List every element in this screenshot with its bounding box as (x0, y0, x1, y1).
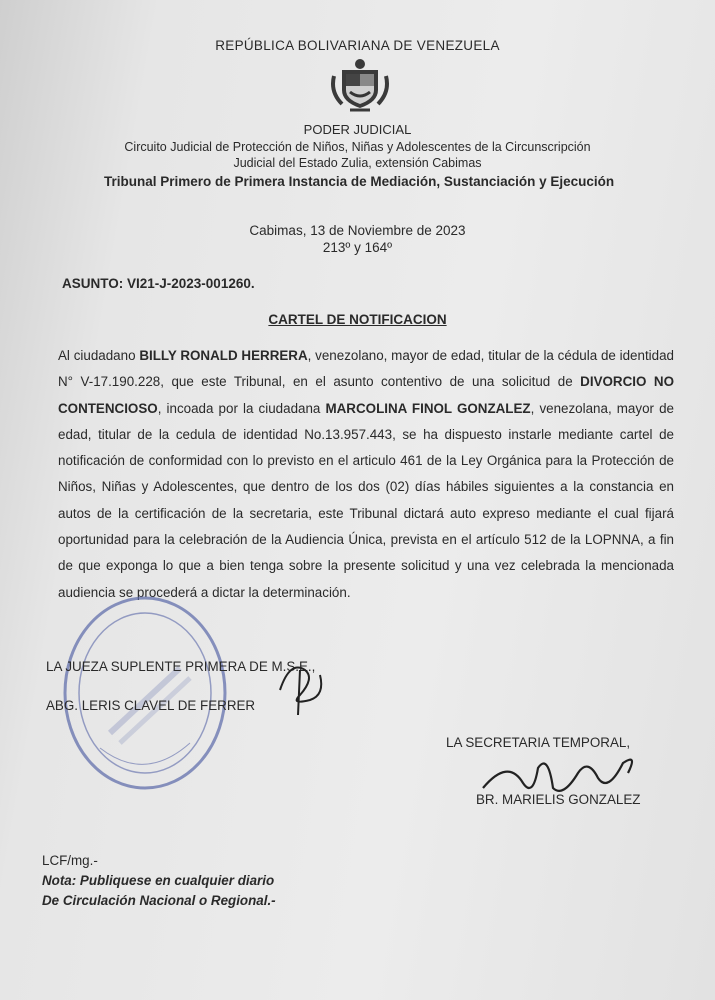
body-text-3: , incoada por la ciudadana (157, 400, 326, 416)
circuit-heading (0, 139, 715, 171)
judge-signature (270, 650, 340, 720)
secretary-name: BR. MARIELIS GONZALEZ (476, 792, 641, 807)
judge-name: ABG. LERIS CLAVEL DE FERRER (46, 698, 256, 713)
document-date (0, 222, 715, 256)
coat-of-arms-emblem (328, 56, 392, 114)
judge-title: LA JUEZA SUPLENTE PRIMERA DE M.S.E., (46, 659, 316, 674)
respondent-name: BILLY RONALD HERRERA (139, 348, 308, 363)
secretary-title: LA SECRETARIA TEMPORAL, (446, 735, 631, 750)
date-line: Cabimas, 13 de Noviembre de 2023 (249, 223, 466, 238)
notification-body (58, 343, 674, 606)
body-text-4: , venezolana, mayor de edad, titular de la cedula de identidad No.13.957.443, se ha dispuesto instarle mediante cartel de notificación de conformidad con lo previsto en el articulo 461 de la Ley Orgánica para la Protección de Niños, Niñas y Adolescentes, que dentro de los dos (02) días hábiles siguientes a la constancia en autos de la certificación de la secretaria, este Tribunal dictará auto expreso mediante el cual fijará oportunidad para la celebración de la Audiencia Única, prevista en el artículo 512 de la LOPNNA, a fin de que exponga lo que a bien tenga sobre la presente solicitud y una vez celebrada la mencionada audiencia se procederá a dictar la determinación. (58, 400, 674, 600)
poder-judicial-heading: PODER JUDICIAL (303, 122, 412, 137)
document-title: CARTEL DE NOTIFICACION (268, 312, 447, 327)
body-text-2: , venezolano, mayor de edad, titular de la cédula de identidad N° V-17.190.228, que este Tribunal, en el asunto contentivo de una solicitud de (58, 348, 674, 390)
republic-heading: REPÚBLICA BOLIVARIANA DE VENEZUELA (215, 38, 500, 53)
case-type: DIVORCIO NO CONTENCIOSO (58, 374, 674, 416)
tribunal-heading: Tribunal Primero de Primera Instancia de Mediación, Sustanciación y Ejecución (104, 174, 615, 189)
circuit-line-1: Circuito Judicial de Protección de Niños, Niñas y Adolescentes de la Circunscripción (124, 140, 591, 154)
case-number: ASUNTO: VI21-J-2023-001260. (62, 276, 255, 291)
initials: LCF/mg.- (42, 853, 98, 868)
body-text-1: Al ciudadano (58, 348, 140, 363)
circuit-line-2: Judicial del Estado Zulia, extensión Cabimas (233, 156, 482, 170)
petitioner-name: MARCOLINA FINOL GONZALEZ (325, 400, 531, 416)
years-line: 213º y 164º (322, 240, 393, 255)
note-line-1: Nota: Publiquese en cualquier diario (42, 873, 275, 888)
note-line-2: De Circulación Nacional o Regional.- (42, 893, 276, 908)
court-seal-stamp (40, 578, 230, 798)
publication-note (42, 871, 276, 911)
